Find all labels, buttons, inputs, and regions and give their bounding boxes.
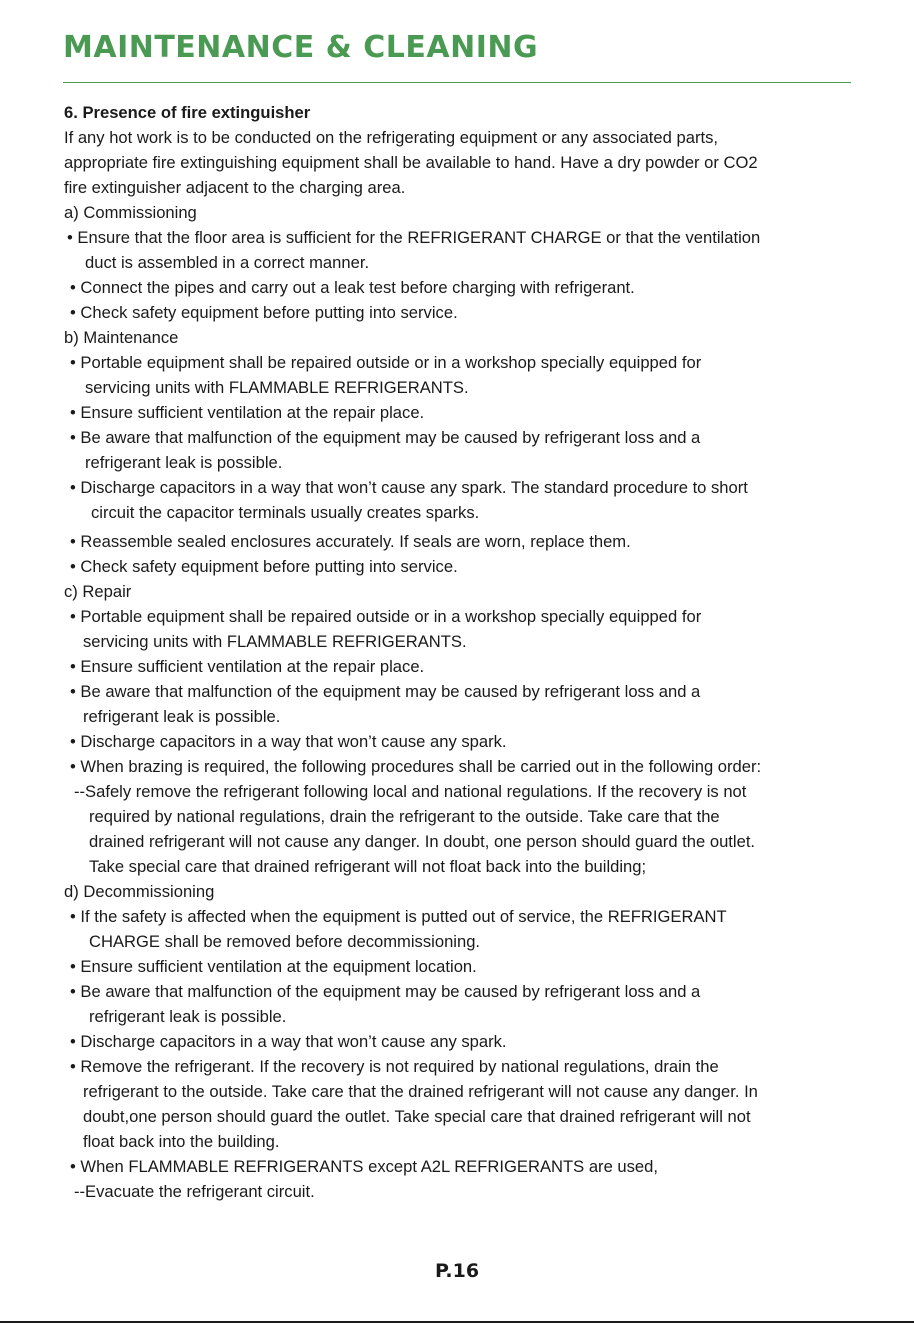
- bullet-line: • Discharge capacitors in a way that won’t cause any spark. The standard procedure to short: [70, 478, 748, 497]
- bullet-line: • Be aware that malfunction of the equipment may be caused by refrigerant loss and a: [70, 982, 701, 1001]
- section-title: 6. Presence of fire extinguisher: [64, 103, 311, 122]
- bullet-line: • Connect the pipes and carry out a leak test before charging with refrigerant.: [70, 278, 635, 297]
- page-content: [64, 100, 864, 1204]
- bullet-line: • Check safety equipment before putting into service.: [70, 303, 458, 322]
- continuation-line: duct is assembled in a correct manner.: [85, 253, 370, 272]
- bullet-line: • Be aware that malfunction of the equipment may be caused by refrigerant loss and a: [70, 682, 701, 701]
- bullet-line: • Ensure sufficient ventilation at the repair place.: [70, 403, 425, 422]
- intro-line: appropriate fire extinguishing equipment shall be available to hand. Have a dry powder or CO2: [64, 153, 758, 172]
- subsection-label-decommissioning: d) Decommissioning: [64, 882, 215, 901]
- bullet-line: • Portable equipment shall be repaired outside or in a workshop specially equipped for: [70, 607, 702, 626]
- continuation-line: servicing units with FLAMMABLE REFRIGERANTS.: [85, 378, 469, 397]
- continuation-line: doubt,one person should guard the outlet. Take special care that drained refrigerant will not: [83, 1107, 751, 1126]
- subsection-label-commissioning: a) Commissioning: [64, 203, 197, 222]
- bullet-line: • When brazing is required, the following procedures shall be carried out in the following order:: [70, 757, 762, 776]
- bullet-line: • If the safety is affected when the equipment is putted out of service, the REFRIGERANT: [70, 907, 727, 926]
- bullet-line: • Portable equipment shall be repaired outside or in a workshop specially equipped for: [70, 353, 702, 372]
- heading-divider: [63, 82, 851, 83]
- continuation-line: refrigerant leak is possible.: [83, 707, 281, 726]
- intro-line: fire extinguisher adjacent to the charging area.: [64, 178, 406, 197]
- page-number: P.16: [434, 1260, 480, 1282]
- continuation-line: refrigerant leak is possible.: [85, 453, 283, 472]
- continuation-line: refrigerant leak is possible.: [89, 1007, 287, 1026]
- continuation-line: float back into the building.: [83, 1132, 280, 1151]
- continuation-line: required by national regulations, drain the refrigerant to the outside. Take care that the: [89, 807, 720, 826]
- continuation-line: Take special care that drained refrigerant will not float back into the building;: [89, 857, 647, 876]
- bullet-line: • Ensure sufficient ventilation at the repair place.: [70, 657, 425, 676]
- bullet-line: • Reassemble sealed enclosures accurately. If seals are worn, replace them.: [70, 532, 631, 551]
- continuation-line: circuit the capacitor terminals usually creates sparks.: [91, 503, 480, 522]
- bullet-line: • Ensure sufficient ventilation at the equipment location.: [70, 957, 477, 976]
- bullet-line: • Be aware that malfunction of the equipment may be caused by refrigerant loss and a: [70, 428, 701, 447]
- continuation-line: servicing units with FLAMMABLE REFRIGERANTS.: [83, 632, 467, 651]
- continuation-line: refrigerant to the outside. Take care that the drained refrigerant will not cause any danger. In: [83, 1082, 758, 1101]
- continuation-line: --Safely remove the refrigerant following local and national regulations. If the recovery is not: [74, 782, 747, 801]
- bullet-line: • Discharge capacitors in a way that won’t cause any spark.: [70, 732, 507, 751]
- page-heading: MAINTENANCE & CLEANING: [63, 30, 539, 65]
- bottom-border: [0, 1321, 914, 1323]
- intro-line: If any hot work is to be conducted on the refrigerating equipment or any associated parts,: [64, 128, 718, 147]
- bullet-line: • Remove the refrigerant. If the recovery is not required by national regulations, drain the: [70, 1057, 719, 1076]
- continuation-line: CHARGE shall be removed before decommissioning.: [89, 932, 481, 951]
- bullet-line: • Ensure that the floor area is sufficient for the REFRIGERANT CHARGE or that the ventilation: [67, 228, 761, 247]
- continuation-line: --Evacuate the refrigerant circuit.: [74, 1182, 315, 1201]
- bullet-line: • Check safety equipment before putting into service.: [70, 557, 458, 576]
- continuation-line: drained refrigerant will not cause any danger. In doubt, one person should guard the outlet.: [89, 832, 756, 851]
- bullet-line: • When FLAMMABLE REFRIGERANTS except A2L REFRIGERANTS are used,: [70, 1157, 658, 1176]
- subsection-label-maintenance: b) Maintenance: [64, 328, 179, 347]
- subsection-label-repair: c) Repair: [64, 582, 132, 601]
- bullet-line: • Discharge capacitors in a way that won’t cause any spark.: [70, 1032, 507, 1051]
